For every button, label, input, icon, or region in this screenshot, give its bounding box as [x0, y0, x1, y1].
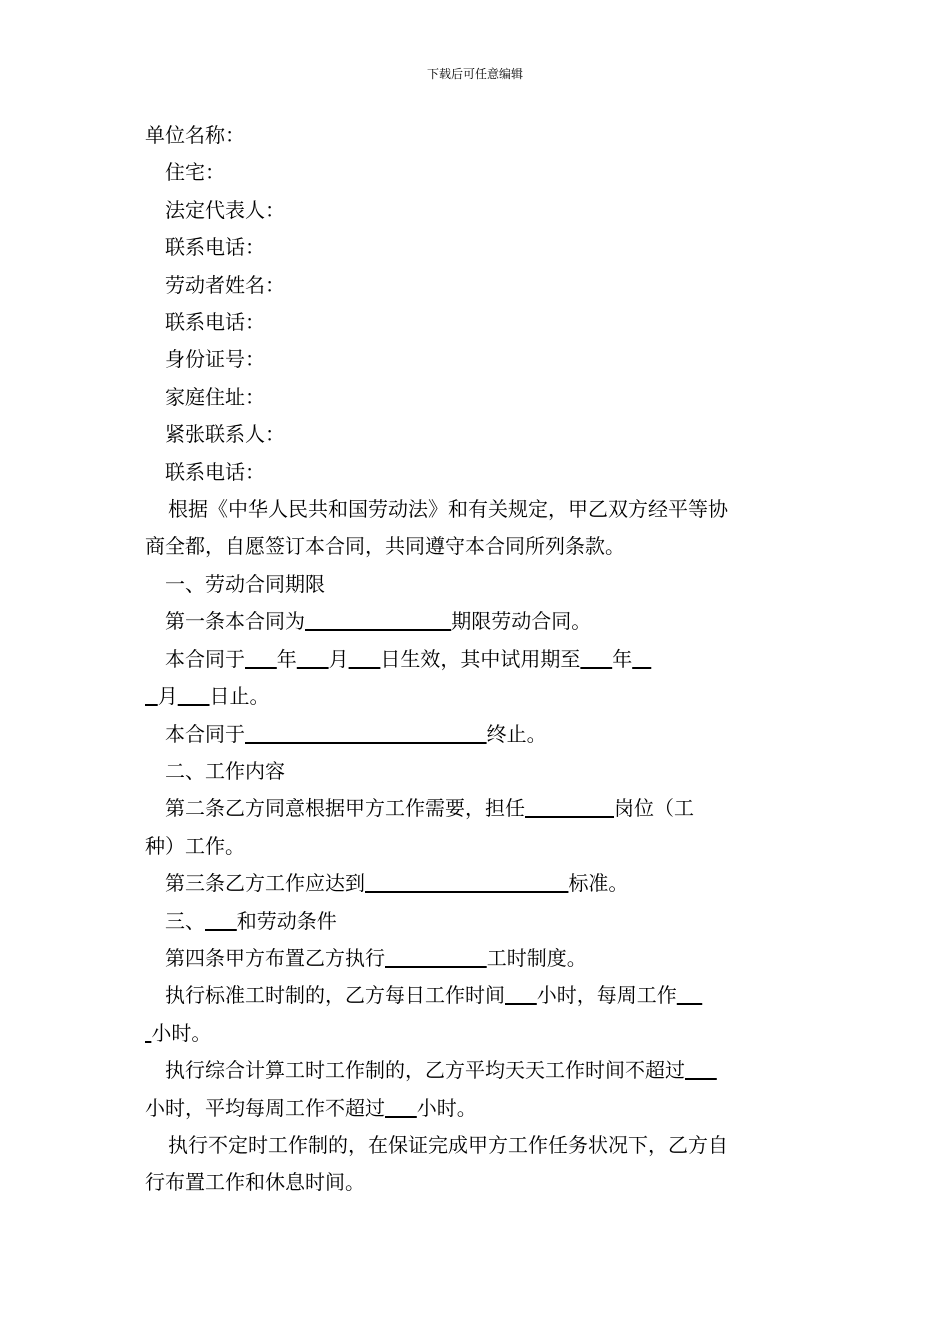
fill-blank	[297, 647, 329, 671]
article-2	[145, 790, 805, 827]
home-address-field: 家庭住址：	[165, 384, 265, 409]
standard-hours-continued	[145, 1015, 805, 1052]
residence-field: 住宅：	[165, 160, 225, 185]
fill-blank	[580, 647, 612, 671]
legal-rep-field: 法定代表人：	[165, 197, 285, 222]
fill-blank	[349, 647, 381, 671]
document-body	[145, 117, 805, 1202]
article-2-continued: 种）工作。	[145, 833, 245, 858]
fill-blank	[245, 647, 277, 671]
effective-date-line	[145, 641, 805, 678]
id-number-field: 身份证号：	[165, 347, 265, 372]
fill-blank	[145, 684, 158, 708]
fill-blank	[385, 1096, 417, 1120]
intro-paragraph-line: 根据《中华人民共和国劳动法》和有关规定，甲乙双方经平等协	[168, 497, 728, 522]
flexible-hours-line: 执行不定时工作制的，在保证完成甲方工作任务状况下，乙方自	[168, 1132, 728, 1157]
comprehensive-hours-line	[145, 1052, 805, 1089]
probation-end-line	[145, 678, 805, 715]
flexible-hours-continued: 行布置工作和休息时间。	[145, 1170, 365, 1195]
article-text: 岗位（工	[614, 796, 695, 821]
fill-blank	[178, 684, 210, 708]
article-text: 日止。	[209, 684, 270, 709]
fill-blank	[677, 983, 702, 1007]
fill-blank	[245, 722, 487, 746]
page-header: 下载后可任意编辑	[426, 67, 523, 81]
section-text: 和劳动条件	[236, 908, 337, 933]
unit-name-field: 单位名称：	[145, 123, 245, 147]
article-text: 本合同于	[165, 646, 245, 671]
article-text: 月	[157, 684, 178, 709]
article-text: 标准。	[568, 871, 629, 896]
worker-name-field: 劳动者姓名：	[165, 272, 285, 297]
article-3	[145, 865, 805, 902]
termination-line	[145, 716, 805, 753]
article-text: 年	[612, 646, 633, 671]
fill-blank	[365, 871, 568, 895]
article-text: 期限劳动合同。	[451, 609, 592, 634]
article-text: 小时。	[151, 1020, 212, 1045]
article-text: 终止。	[486, 721, 547, 746]
article-text: 本合同于	[165, 721, 245, 746]
fill-blank	[205, 909, 237, 933]
fill-blank	[305, 609, 451, 633]
section-title: 二、工作内容	[165, 758, 285, 783]
phone-field: 联系电话：	[165, 235, 265, 260]
comprehensive-hours-continued	[145, 1090, 805, 1127]
article-text: 第一条本合同为	[165, 609, 305, 634]
section-title: 一、劳动合同期限	[165, 571, 325, 596]
section-title	[145, 903, 805, 940]
fill-blank	[505, 983, 537, 1007]
section-number: 三、	[165, 908, 205, 933]
phone-field: 联系电话：	[165, 459, 265, 484]
article-text: 第二条乙方同意根据甲方工作需要，担任	[165, 796, 525, 821]
article-text: 小时，平均每周工作不超过	[145, 1095, 385, 1120]
standard-hours-line	[145, 977, 805, 1014]
fill-blank	[385, 946, 487, 970]
article-text: 执行标准工时制的，乙方每日工作时间	[165, 983, 505, 1008]
article-text: 月	[328, 646, 349, 671]
article-text: 小时。	[416, 1095, 477, 1120]
phone-field: 联系电话：	[165, 310, 265, 335]
article-text: 第四条甲方布置乙方执行	[165, 945, 385, 970]
fill-blank	[632, 647, 651, 671]
article-text: 小时，每周工作	[536, 983, 677, 1008]
article-1	[145, 603, 805, 640]
article-text: 日生效，其中试用期至	[380, 646, 581, 671]
article-text: 执行综合计算工时工作制的，乙方平均天天工作时间不超过	[165, 1058, 685, 1083]
article-text: 第三条乙方工作应达到	[165, 871, 365, 896]
intro-paragraph-line: 商全都，自愿签订本合同，共同遵守本合同所列条款。	[145, 534, 625, 559]
fill-blank	[685, 1058, 717, 1082]
article-text: 工时制度。	[486, 945, 587, 970]
article-text: 年	[276, 646, 297, 671]
article-4	[145, 940, 805, 977]
emergency-contact-field: 紧张联系人：	[165, 422, 285, 447]
fill-blank	[525, 796, 614, 820]
